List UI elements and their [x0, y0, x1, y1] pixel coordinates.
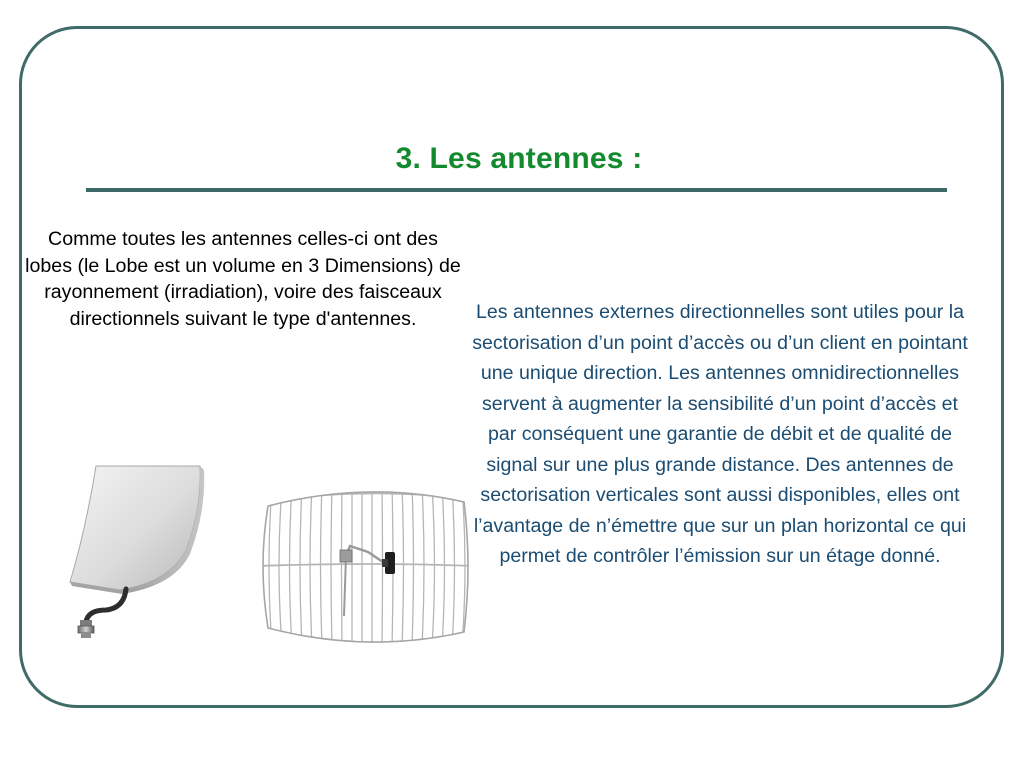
left-paragraph: Comme toutes les antennes celles-ci ont des lobes (le Lobe est un volume en 3 Dimensions) de rayonnement (irradiation), voire des faisceaux directionnels suivant le type d'antennes. — [25, 228, 461, 330]
right-paragraph: Les antennes externes directionnelles sont utiles pour la sectorisation d’un point d’accès ou d’un client en pointant une unique direction. Les antennes omnidirectionnelles servent à augmenter la sensibilité d’un point d’accès et par conséquent une garantie de débit et de qualité de signal sur une plus grande distance. Des antennes de sectorisation verticales sont aussi disponibles, elles ont l’avantage de n’émettre que sur un plan horizontal ce qui permet de contrôler l’émission sur un étage donné. — [472, 301, 968, 567]
grid-antenna-icon — [258, 486, 476, 646]
panel-antenna-icon — [62, 458, 214, 640]
title-divider — [86, 188, 947, 192]
slide-title: 3. Les antennes : — [395, 142, 643, 175]
